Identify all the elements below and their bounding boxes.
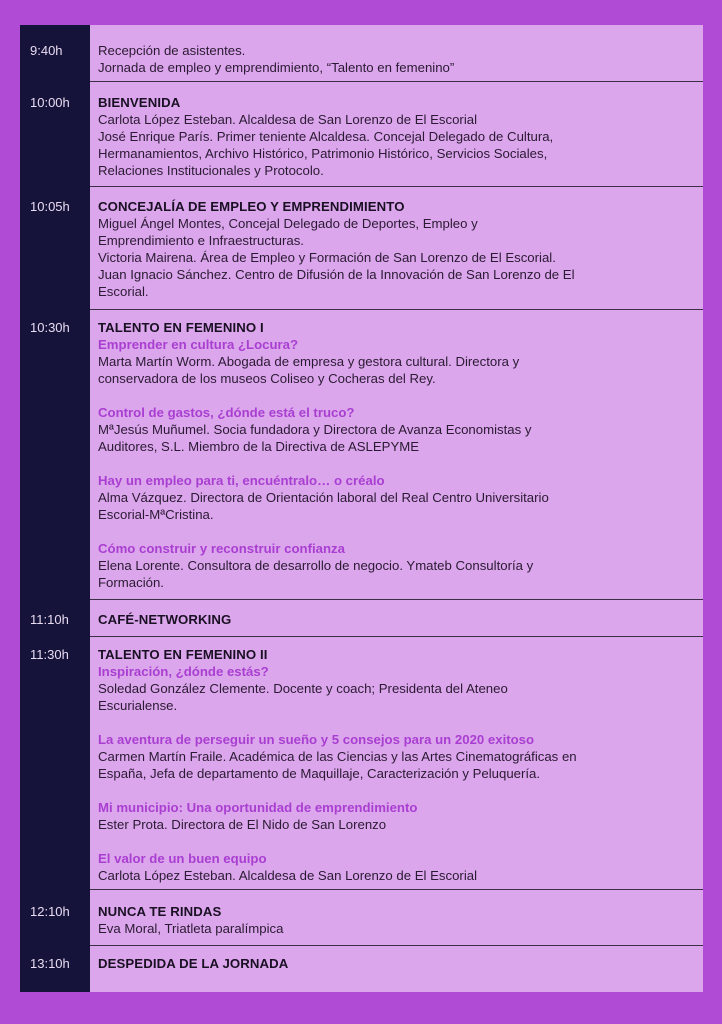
- time-column: [20, 25, 90, 992]
- row-content: [98, 955, 694, 972]
- section-heading: TALENTO EN FEMENINO II: [98, 647, 268, 662]
- section-heading: BIENVENIDA: [98, 95, 181, 110]
- row-content: [98, 611, 694, 628]
- section-heading: DESPEDIDA DE LA JORNADA: [98, 956, 289, 971]
- divider: [90, 309, 703, 310]
- time-label: 12:10h: [30, 904, 70, 919]
- text-line: Miguel Ángel Montes, Concejal Delegado de Deportes, Empleo y: [98, 216, 478, 231]
- row-content: [98, 646, 694, 884]
- time-label: 11:10h: [30, 612, 69, 627]
- divider: [90, 186, 703, 187]
- text-line: España, Jefa de departamento de Maquillaje, Caracterización y Peluquería.: [98, 766, 541, 781]
- text-line: conservadora de los museos Coliseo y Cocheras del Rey.: [98, 371, 436, 386]
- section-heading: TALENTO EN FEMENINO I: [98, 320, 264, 335]
- text-line: Formación.: [98, 575, 164, 590]
- section-heading: NUNCA TE RINDAS: [98, 904, 222, 919]
- text-line: Auditores, S.L. Miembro de la Directiva de ASLEPYME: [98, 439, 420, 454]
- row-content: [98, 94, 694, 179]
- text-line: Emprendimiento e Infraestructuras.: [98, 233, 304, 248]
- divider: [90, 81, 703, 82]
- talk-title: Hay un empleo para ti, encuéntralo… o créalo: [98, 473, 385, 488]
- text-line: Victoria Mairena. Área de Empleo y Formación de San Lorenzo de El Escorial.: [98, 250, 556, 265]
- text-line: Relaciones Institucionales y Protocolo.: [98, 163, 324, 178]
- talk-title: Mi municipio: Una oportunidad de emprendimiento: [98, 800, 418, 815]
- row-content: [98, 42, 694, 76]
- time-label: 11:30h: [30, 647, 69, 662]
- text-line: Jornada de empleo y emprendimiento, “Talento en femenino”: [98, 60, 455, 75]
- row-content: [98, 198, 694, 300]
- time-label: 10:05h: [30, 199, 70, 214]
- programme-frame: [20, 25, 703, 992]
- text-line: Soledad González Clemente. Docente y coach; Presidenta del Ateneo: [98, 681, 508, 696]
- text-line: José Enrique París. Primer teniente Alcaldesa. Concejal Delegado de Cultura,: [98, 129, 554, 144]
- time-label: 10:30h: [30, 320, 70, 335]
- text-line: Carlota López Esteban. Alcaldesa de San Lorenzo de El Escorial: [98, 112, 478, 127]
- text-line: MªJesús Muñumel. Socia fundadora y Directora de Avanza Economistas y: [98, 422, 532, 437]
- row-content: [98, 319, 694, 591]
- text-line: Escurialense.: [98, 698, 178, 713]
- text-line: Escorial-MªCristina.: [98, 507, 214, 522]
- text-line: Ester Prota. Directora de El Nido de San Lorenzo: [98, 817, 387, 832]
- row-content: [98, 903, 694, 937]
- text-line: Carlota López Esteban. Alcaldesa de San Lorenzo de El Escorial: [98, 868, 478, 883]
- talk-title: Cómo construir y reconstruir confianza: [98, 541, 345, 556]
- text-line: Marta Martín Worm. Abogada de empresa y gestora cultural. Directora y: [98, 354, 520, 369]
- time-label: 9:40h: [30, 43, 63, 58]
- text-line: Recepción de asistentes.: [98, 43, 246, 58]
- talk-title: La aventura de perseguir un sueño y 5 consejos para un 2020 exitoso: [98, 732, 535, 747]
- time-label: 10:00h: [30, 95, 70, 110]
- text-line: Hermanamientos, Archivo Histórico, Patrimonio Histórico, Servicios Sociales,: [98, 146, 548, 161]
- text-line: Juan Ignacio Sánchez. Centro de Difusión de la Innovación de San Lorenzo de El: [98, 267, 575, 282]
- talk-title: Inspiración, ¿dónde estás?: [98, 664, 269, 679]
- time-label: 13:10h: [30, 956, 70, 971]
- text-line: Carmen Martín Fraile. Académica de las Ciencias y las Artes Cinematográficas en: [98, 749, 577, 764]
- text-line: Eva Moral, Triatleta paralímpica: [98, 921, 284, 936]
- talk-title: Emprender en cultura ¿Locura?: [98, 337, 299, 352]
- text-line: Elena Lorente. Consultora de desarrollo de negocio. Ymateb Consultoría y: [98, 558, 534, 573]
- divider: [90, 889, 703, 890]
- talk-title: El valor de un buen equipo: [98, 851, 267, 866]
- section-heading: CAFÉ-NETWORKING: [98, 612, 232, 627]
- talk-title: Control de gastos, ¿dónde está el truco?: [98, 405, 355, 420]
- divider: [90, 599, 703, 600]
- text-line: Escorial.: [98, 284, 149, 299]
- divider: [90, 636, 703, 637]
- section-heading: CONCEJALÍA DE EMPLEO Y EMPRENDIMIENTO: [98, 199, 405, 214]
- divider: [90, 945, 703, 946]
- text-line: Alma Vázquez. Directora de Orientación laboral del Real Centro Universitario: [98, 490, 549, 505]
